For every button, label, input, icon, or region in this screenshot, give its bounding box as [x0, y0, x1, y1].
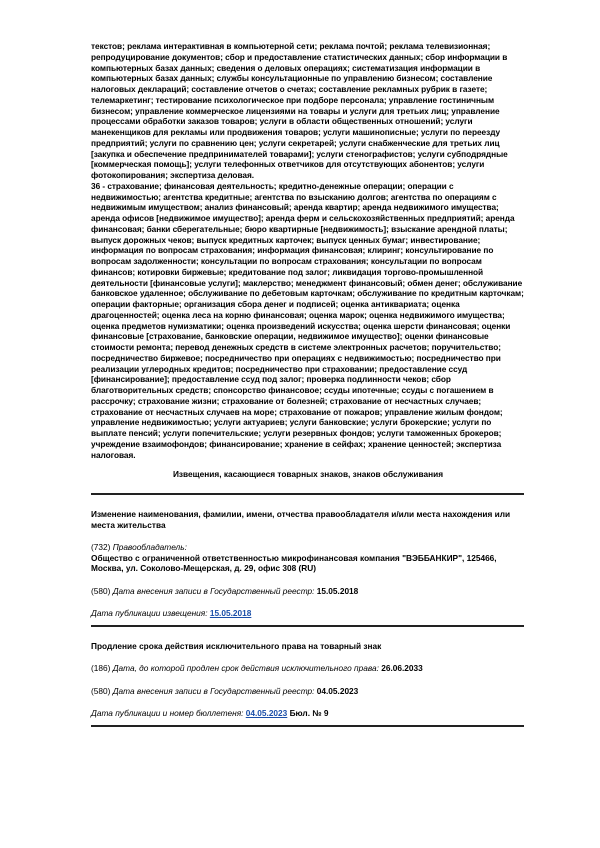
registry-label: Дата внесения записи в Государственный реестр: [112, 585, 315, 596]
renewal-section [91, 641, 525, 719]
goods-services-class-36: 36 - страхование; финансовая деятельность; кредитно-денежные операции; операции с недвижимостью; агентства кредитные; агентства по взысканию долгов; агентства по операциям с недвижимым имуществом; анализ финансовый; аренда квартир; аренда недвижимого имущества; аренда офисов [недвижимое имущество]; аренда ферм и сельскохозяйственных предприятий; аренда финансовая; банки сберегательные; бюро квартирные [недвижимость]; взыскание арендной платы; выпуск дорожных чеков; выпуск кредитных карточек; выпуск ценных бумаг; инвестирование; информация по вопросам страхования; информация финансовая; клиринг; консультирование по вопросам задолженности; консультации по вопросам страхования; консультации по вопросам финансов; котировки биржевые; кредитование под залог; ликвидация торгово-промышленной деятельности [финансовые услуги]; маклерство; менеджмент финансовый; обмен денег; обслуживание банковское удаленное; обслуживание по дебетовым карточкам; обслуживание по кредитным карточкам; операции факторные; организация сбора денег и подписей; оценка антиквариата; оценка драгоценностей; оценка леса на корню финансовая; оценка марок; оценка недвижимого имущества; оценка предметов нумизматики; оценка произведений искусства; оценка шерсти финансовая; оценки финансовые [страхование, банковские операции, недвижимое имущество]; оценки финансовые стоимости ремонта; перевод денежных средств в системе электронных расчетов; поручительство; посредничество биржевое; посредничество при операциях с недвижимостью; посредничество при реализации углеродных кредитов; посредничество при страховании; предоставление ссуд [финансирование]; предоставление ссуд под залог; проверка подлинности чеков; сбор благотворительных средств; спонсорство финансовое; ссуды ипотечные; ссуды с погашением в рассрочку; страхование жизни; страхование от болезней; страхование от несчастных случаев; страхование от несчастных случаев на море; страхование от пожаров; управление жилым фондом; управление недвижимостью; услуги актуариев; услуги банковские; услуги брокерские; услуги по выплате пенсий; услуги попечительские; услуги резервных фондов; услуги таможенных брокеров; учреждение взаимофондов; финансирование; хранение в сейфах; хранение ценностей; экспертиза налоговая. [91, 180, 524, 460]
extended-label: Дата, до которой продлен срок действия исключительного права: [112, 663, 379, 674]
renewal-registry-line [91, 686, 525, 697]
publication-label: Дата публикации извещения: [91, 608, 208, 619]
section-divider [91, 493, 524, 495]
notices-heading: Извещения, касающиеся товарных знаков, знаков обслуживания [172, 469, 444, 480]
holder-label-line [91, 542, 525, 553]
publication-date-line [91, 608, 525, 619]
change-section-title: Изменение наименования, фамилии, имени, отчества правообладателя и/или места нахождения или места жительства [91, 509, 511, 530]
renewal-section-title: Продление срока действия исключительного права на товарный знак [91, 640, 382, 651]
renewal-registry-value: 04.05.2023 [316, 685, 359, 696]
registry-code: (580) [91, 585, 111, 596]
extended-date-line [91, 663, 525, 674]
section-divider [91, 625, 524, 627]
change-section [91, 509, 525, 619]
renewal-publication-line [91, 708, 525, 719]
renewal-registry-label: Дата внесения записи в Государственный реестр: [112, 685, 315, 696]
document-page [91, 41, 525, 727]
bulletin-number: Бюл. № 9 [289, 708, 329, 719]
renewal-publication-date-link[interactable]: 04.05.2023 [245, 708, 288, 719]
holder-value: Общество с ограниченной ответственностью микрофинансовая компания "ВЭББАНКИР", 125466, Москва, ул. Соколово-Мещерская, д. 29, офис 308 (RU) [91, 552, 497, 574]
renewal-publication-label: Дата публикации и номер бюллетеня: [91, 708, 244, 719]
goods-services-continuation: текстов; реклама интерактивная в компьютерной сети; реклама почтой; реклама телевизионная; репродуцирование документов; сбор и предоставление статистических данных; сбор информации в компьютерных базах данных; сведения о деловых операциях; систематизация информации в компьютерных базах данных; службы консультационные по управлению бизнесом; составление налоговых деклараций; составление отчетов о счетах; составление рекламных рубрик в газете; телемаркетинг; тестирование психологическое при подборе персонала; управление гостиничным бизнесом; управление коммерческое лицензиями на товары и услуги для третьих лиц; управление процессами обработки заказов товаров; услуги в области общественных отношений; услуги манекенщиков для рекламы или продвижения товаров; услуги машинописные; услуги по переезду предприятий; услуги по сравнению цен; услуги секретарей; услуги снабженческие для третьих лиц [закупка и обеспечение предпринимателей товарами]; услуги стенографистов; услуги субподрядные [коммерческая помощь]; услуги телефонных ответчиков для отсутствующих абонентов; услуги фотокопирования; экспертиза деловая. [91, 41, 508, 180]
extended-code: (186) [91, 663, 111, 674]
registry-value: 15.05.2018 [316, 585, 359, 596]
registry-date-line [91, 586, 525, 597]
publication-date-link[interactable]: 15.05.2018 [209, 608, 252, 619]
holder-label: Правообладатель: [112, 542, 187, 553]
section-divider [91, 725, 524, 727]
extended-value: 26.06.2033 [381, 663, 423, 674]
renewal-registry-code: (580) [91, 685, 111, 696]
holder-code: (732) [91, 542, 111, 553]
